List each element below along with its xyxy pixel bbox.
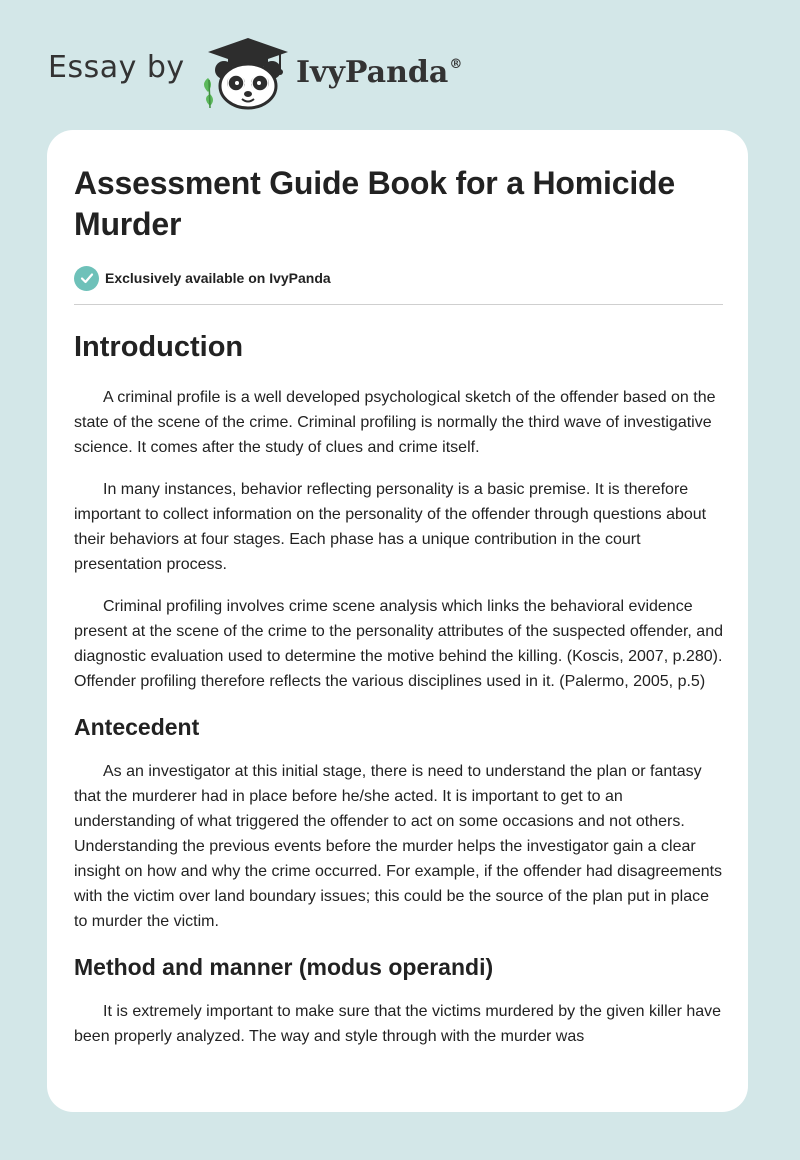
section-heading: Method and manner (modus operandi) (74, 954, 494, 980)
paragraph: In many instances, behavior reflecting personality is a basic premise. It is therefore important to collect information on the personality of the offender through questions about their behaviors at four stages. Each phase has a unique contribution in the court presentation process. (74, 481, 707, 573)
section-heading: Introduction (74, 331, 244, 363)
check-icon (74, 266, 99, 291)
article-content (74, 163, 723, 1066)
paragraph: Criminal profiling involves crime scene analysis which links the behavioral evidence present at the scene of the crime to the personality attributes of the suspected offender, and diagnostic evaluation used to determine the motive behind the killing. (Koscis, 2007, p.280). Offender profiling therefore reflects the various disciplines used in it. (Palermo, 2005, p.5) (74, 598, 723, 690)
section-antecedent (74, 712, 723, 934)
registered-mark: ® (449, 57, 463, 72)
exclusive-badge (74, 265, 723, 291)
brand-text: IvyPanda (296, 55, 449, 90)
section-introduction (74, 329, 723, 694)
paragraph: As an investigator at this initial stage, there is need to understand the plan or fantasy that the murderer had in place before he/she acted. It is important to get to an understanding of what triggered the offender to act on some occasions and not others. Understanding the previous events before the murder helps the investigator gain a clear insight on how and why the crime occurred. For example, if the offender had disagreements with the victim over land boundary issues; this could be the source of the plan put in place to murder the victim. (74, 763, 723, 930)
essay-by-label: Essay by (48, 50, 185, 85)
brand-name[interactable] (296, 55, 462, 90)
page-title: Assessment Guide Book for a Homicide Murder (74, 165, 675, 242)
ivypanda-logo[interactable] (200, 36, 296, 110)
section-method-and-manner (74, 952, 723, 1049)
divider (74, 304, 723, 305)
paragraph: It is extremely important to make sure that the victims murdered by the given killer have been properly analyzed. The way and style through with the murder was (74, 1003, 722, 1045)
panda-icon (200, 36, 296, 110)
paragraph: A criminal profile is a well developed psychological sketch of the offender based on the state of the scene of the crime. Criminal profiling is normally the third wave of investigative science. It comes after the study of clues and crime itself. (74, 389, 716, 456)
badge-label: Exclusively available on IvyPanda (105, 270, 331, 286)
article-card (47, 130, 748, 1112)
section-heading: Antecedent (74, 714, 200, 740)
site-header (0, 0, 800, 130)
